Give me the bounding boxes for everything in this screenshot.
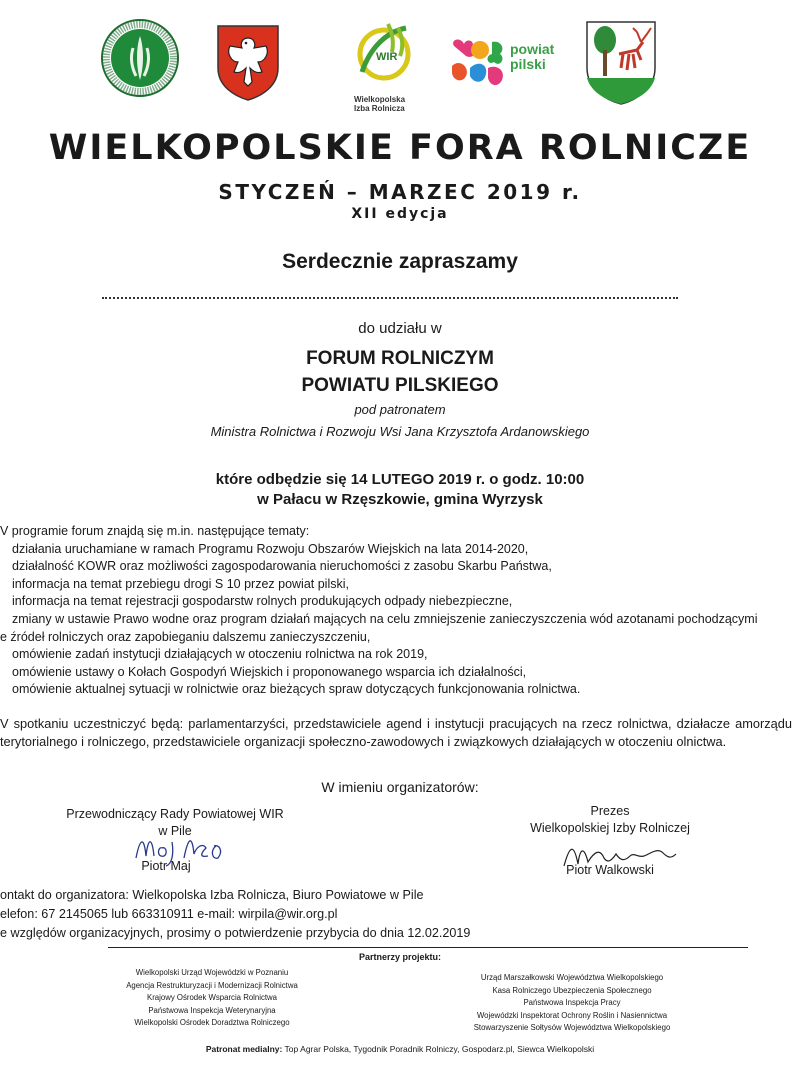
- powiat-line1: powiat: [510, 41, 555, 57]
- program-item: działania uruchamiane w ramach Programu Rozwoju Obszarów Wiejskich na lata 2014-2020,: [12, 541, 529, 556]
- contact-organizer: ontakt do organizatora: Wielkopolska Izba Rolnicza, Biuro Powiatowe w Pile: [0, 888, 424, 902]
- signatory-organization: Wielkopolskiej Izby Rolniczej: [530, 821, 690, 835]
- participate-label: do udziału w: [358, 320, 442, 337]
- partner-item: Urząd Marszałkowski Województwa Wielkopolskiego: [480, 973, 664, 982]
- partner-item: Agencja Restrukturyzacji i Modernizacji Rolnictwa: [126, 980, 298, 990]
- logo-strip: [0, 18, 800, 118]
- partner-item: Państwowa Inspekcja Pracy: [523, 998, 621, 1008]
- partner-item: Wojewódzki Inspektorat Ochrony Roślin i Nasiennictwa: [476, 1010, 668, 1020]
- signatory-title: Przewodniczący Rady Powiatowej WIR: [66, 807, 284, 821]
- wir-caption-line2: Izba Rolnicza: [354, 104, 405, 113]
- media-patronage: [0, 1044, 800, 1054]
- handwritten-signature-right: [560, 838, 680, 872]
- forum-name-line1: FORUM ROLNICZYM: [306, 348, 494, 369]
- partners-title: Partnerzy projektu:: [358, 952, 442, 962]
- eagle-coat-of-arms-icon: [216, 24, 280, 102]
- event-time-place: [0, 470, 800, 510]
- program-item: omówienie ustawy o Kołach Gospodyń Wiejskich i proponowanego wsparcia ich działalności,: [12, 664, 527, 679]
- partner-item: Kasa Rolniczego Ubezpieczenia Społecznego: [492, 985, 652, 995]
- partner-item: Wielkopolski Ośrodek Doradztwa Rolniczego: [134, 1018, 290, 1028]
- partner-item: Państwowa Inspekcja Weterynaryjna: [148, 1005, 276, 1015]
- patronage-name: Ministra Rolnictwa i Rozwoju Wsi Jana Krzysztofa Ardanowskiego: [210, 424, 590, 439]
- handwritten-signature-left: [132, 828, 227, 868]
- program-item: działalność KOWR oraz możliwości zagospodarowania nieruchomości z zasobu Skarbu Państwa,: [12, 559, 552, 574]
- contact-rsvp: e względów organizacyjnych, prosimy o potwierdzenie przybycia do dnia 12.02.2019: [0, 926, 471, 940]
- contact-phone-email: elefon: 67 2145065 lub 663310911 e-mail: wirpila@wir.org.pl: [0, 907, 338, 921]
- wir-mark: WIR: [376, 51, 398, 63]
- program-item: e źródeł rolniczych oraz zapobieganiu dalszemu zanieczyszczeniu,: [0, 629, 371, 644]
- deer-coat-of-arms-icon: [585, 20, 657, 106]
- dotted-name-line: [102, 297, 678, 299]
- partner-item: Krajowy Ośrodek Wsparcia Rolnictwa: [147, 993, 277, 1003]
- invitation-heading: Serdecznie zapraszamy: [282, 250, 518, 273]
- event-date: które odbędzie się 14 LUTEGO 2019 r. o godz. 10:00: [215, 471, 585, 488]
- wir-logo: [340, 18, 430, 118]
- edition-label: XII edycja: [351, 206, 449, 222]
- forum-name: [0, 345, 800, 399]
- footer-divider: [108, 947, 748, 948]
- signatory-name: Piotr Walkowski: [566, 863, 654, 877]
- forum-name-line2: POWIATU PILSKIEGO: [301, 375, 499, 396]
- signatory-name: Piotr Maj: [141, 859, 191, 873]
- signatory-title: Prezes: [590, 804, 630, 818]
- page-title: WIELKOPOLSKIE FORA ROLNICZE: [48, 128, 752, 168]
- program-item: informacja na temat rejestracji gospodarstw rolnych produkujących odpady niebezpieczne,: [12, 594, 513, 609]
- program-section: [0, 523, 800, 699]
- partner-item: Wielkopolski Urząd Wojewódzki w Poznaniu: [135, 968, 289, 977]
- powiat-pilski-logo-icon: [448, 36, 510, 92]
- media-patronage-list: Top Agrar Polska, Tygodnik Poradnik Rolniczy, Gospodarz.pl, Siewca Wielkopolski: [282, 1044, 595, 1054]
- event-location: w Pałacu w Rzęszkowie, gmina Wyrzysk: [257, 491, 543, 508]
- powiat-line2: pilski: [510, 56, 546, 72]
- partners-right-column: [442, 972, 702, 1035]
- program-item: informacja na temat przebiegu drogi S 10 przez powiat pilski,: [12, 576, 349, 591]
- program-item: zmiany w ustawie Prawo wodne oraz program działań mających na celu zmniejszenie zanieczyszczenia wód azotanami pochodzącymi: [12, 611, 758, 626]
- powiat-pilski-logo: [448, 36, 568, 96]
- participants-paragraph: V spotkaniu uczestniczyć będą: parlamentarzyści, przedstawiciele agend i instytucji pracujących na rzecz rolnictwa, działacze amorządu terytorialnego i rolniczego, przedstawiciele organizacji społeczno-zawodowych i związkowych działających w otoczeniu olnictwa.: [0, 716, 792, 749]
- program-intro: V programie forum znajdą się m.in. następujące tematy:: [0, 524, 310, 538]
- signatory-city: w Pile: [158, 824, 192, 838]
- partners-left-column: [92, 967, 332, 1030]
- ministry-seal-icon: [100, 18, 180, 98]
- media-patronage-label: Patronat medialny:: [205, 1044, 283, 1054]
- contact-section: [0, 886, 470, 943]
- program-item: omówienie aktualnej sytuacji w rolnictwie oraz bieżących spraw dotyczących funkcjonowania rolnictwa.: [12, 682, 581, 697]
- program-item: omówienie zadań instytucji działających w otoczeniu rolnictwa na rok 2019,: [12, 647, 428, 662]
- event-period: STYCZEŃ – MARZEC 2019 r.: [218, 180, 582, 204]
- organizers-heading: W imieniu organizatorów:: [321, 779, 479, 795]
- wir-caption-line1: Wielkopolska: [354, 95, 406, 104]
- patronage-label: pod patronatem: [354, 402, 446, 417]
- partner-item: Stowarzyszenie Sołtysów Województwa Wielkopolskiego: [473, 1023, 671, 1033]
- wir-logo-icon: [340, 18, 430, 90]
